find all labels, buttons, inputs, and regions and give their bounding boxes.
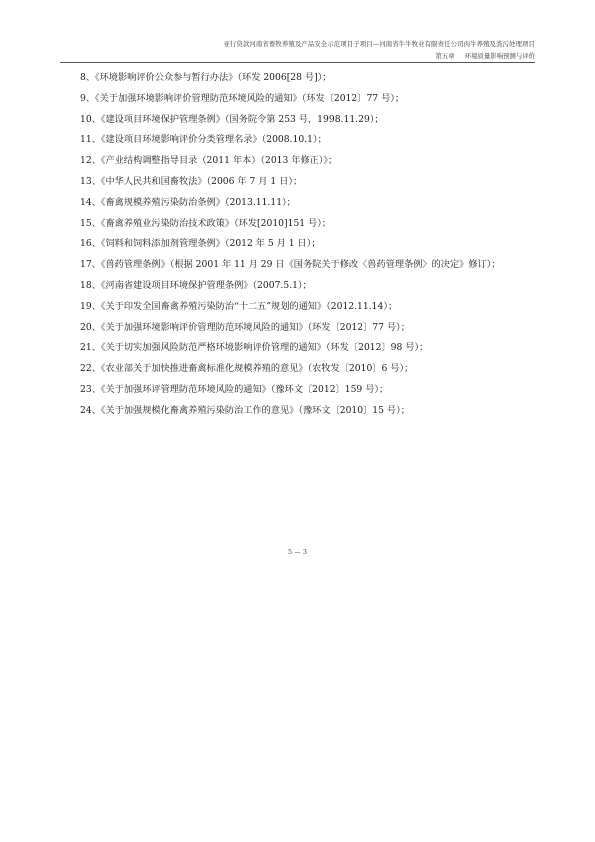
page-number: 5 — 3 [288, 548, 307, 556]
list-item: 18、《河南省建设项目环境保护管理条例》（2007.5.1）； [80, 279, 312, 291]
list-item: 17、《兽药管理条例》（根据 2001 年 11 月 29 日《国务院关于修改〈兽药管理条例〉的决定》修订）； [80, 259, 501, 271]
page-header [60, 40, 535, 63]
list-item: 8、《环境影响评价公众参与暂行办法》（环发 2006[28 号]）； [80, 72, 332, 83]
list-item: 10、《建设项目环境保护管理条例》（国务院令第 253 号，1998.11.29）； [80, 113, 384, 125]
header-section: 环境质量影响预测与评价 [464, 52, 535, 60]
header-chapter: 第五章 [435, 52, 455, 60]
list-item: 13、《中华人民共和国畜牧法》（2006 年 7 月 1 日）； [80, 175, 303, 187]
list-item: 21、《关于切实加强风险防范严格环境影响评价管理的通知》（环发〔2012〕98 号）； [80, 342, 429, 354]
header-chapter-line [60, 51, 535, 61]
list-item: 12、《产业结构调整指导目录（2011 年本）（2013 年修正）》； [80, 155, 338, 167]
regulation-list [62, 68, 533, 422]
list-item: 11、《建设项目环境影响评价分类管理名录》（2008.10.1）； [80, 134, 327, 146]
list-item: 15、《畜禽养殖业污染防治技术政策》（环发[2010]151 号）； [80, 217, 332, 229]
list-item: 23、《关于加强环评管理防范环境风险的通知》（豫环文〔2012〕159 号）； [80, 383, 389, 395]
list-item: 24、《关于加强规模化畜禽养殖污染防治工作的意见》（豫环文〔2010〕15 号）； [80, 404, 410, 416]
header-project-title: 亚行贷款河南省畜牧养殖及产品安全示范项目子项目—河南省牛牛牧业有限责任公司肉牛养殖及粪污处理项目 [223, 40, 535, 48]
list-item: 9、《关于加强环境影响评价管理防范环境风险的通知》（环发〔2012〕77 号）； [80, 92, 405, 104]
header-rule [60, 62, 535, 63]
list-item: 19、《关于印发全国畜禽养殖污染防治“十二五”规划的通知》（2012.11.14）； [80, 300, 398, 312]
list-item: 14、《畜禽规模养殖污染防治条例》（2013.11.11）； [80, 196, 296, 208]
list-item: 20、《关于加强环境影响评价管理防范环境风险的通知》（环发〔2012〕77 号）； [80, 321, 410, 333]
list-item: 22、《农业部关于加快推进畜禽标准化规模养殖的意见》（农牧发〔2010〕6 号）； [80, 363, 414, 375]
list-item: 16、《饲料和饲料添加剂管理条例》（2012 年 5 月 1 日）； [80, 238, 321, 250]
